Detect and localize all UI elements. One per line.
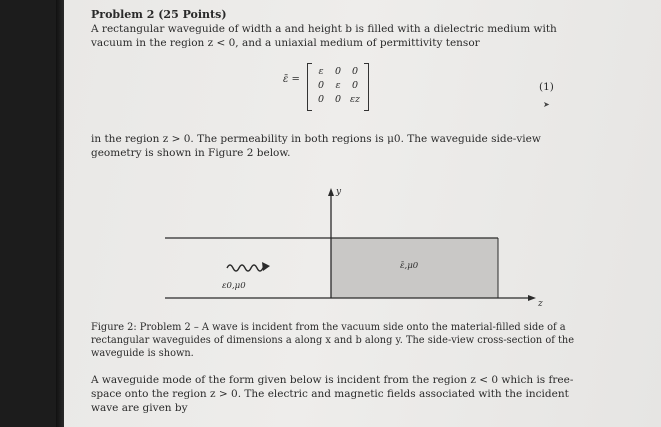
z-axis-label: z (538, 299, 543, 309)
body-line-2: geometry is shown in Figure 2 below. (91, 147, 291, 159)
footer-line-3: wave are given by (91, 402, 188, 414)
matrix-cell-2-2: εz (349, 94, 361, 105)
caption-line-3: waveguide is shown. (91, 348, 194, 359)
cursor-mark: ➤ (543, 100, 550, 109)
body-line-1: in the region z > 0. The permeability in both regions is μ0. The waveguide side-view (91, 133, 541, 145)
footer-line-2: space onto the region z > 0. The electric and magnetic fields associated with the incident (91, 388, 569, 400)
matrix-right-bracket (364, 63, 369, 111)
matrix-left-bracket (307, 63, 312, 111)
footer-line-1: A waveguide mode of the form given below is incident from the region z < 0 which is free- (91, 374, 574, 386)
y-axis-arrow-icon (328, 188, 334, 196)
incident-wave-icon (227, 265, 267, 271)
matrix-cell-0-1: 0 (334, 66, 342, 77)
matrix-cell-1-0: 0 (317, 80, 325, 91)
matrix-cell-1-1: ε (335, 80, 341, 91)
material-medium-label: ε̄,μ0 (400, 261, 419, 271)
problem-title: Problem 2 (25 Points) (91, 8, 227, 21)
equation-number: (1) (539, 81, 554, 93)
wave-arrow-icon (262, 262, 270, 271)
vacuum-medium-label: ε0,μ0 (222, 281, 246, 291)
waveguide-figure (64, 180, 661, 310)
caption-line-2: rectangular waveguides of dimensions a along x and b along y. The side-view cross-section of the (91, 335, 575, 346)
matrix-cell-1-2: 0 (351, 80, 359, 91)
permittivity-matrix (307, 63, 369, 109)
equation-lhs: ε̄ = (283, 74, 300, 85)
matrix-cell-0-0: ε (318, 66, 324, 77)
matrix-cell-2-0: 0 (317, 94, 325, 105)
matrix-cell-0-2: 0 (351, 66, 359, 77)
y-axis-label: y (336, 187, 342, 197)
intro-line-2: vacuum in the region z < 0, and a uniaxial medium of permittivity tensor (91, 37, 480, 49)
caption-line-1: Figure 2: Problem 2 – A wave is incident from the vacuum side onto the material-filled side of a (91, 322, 566, 333)
intro-line-1: A rectangular waveguide of width a and height b is filled with a dielectric medium with (91, 23, 557, 35)
document-page (64, 0, 661, 427)
z-axis-arrow-icon (528, 295, 536, 301)
matrix-cell-2-1: 0 (334, 94, 342, 105)
